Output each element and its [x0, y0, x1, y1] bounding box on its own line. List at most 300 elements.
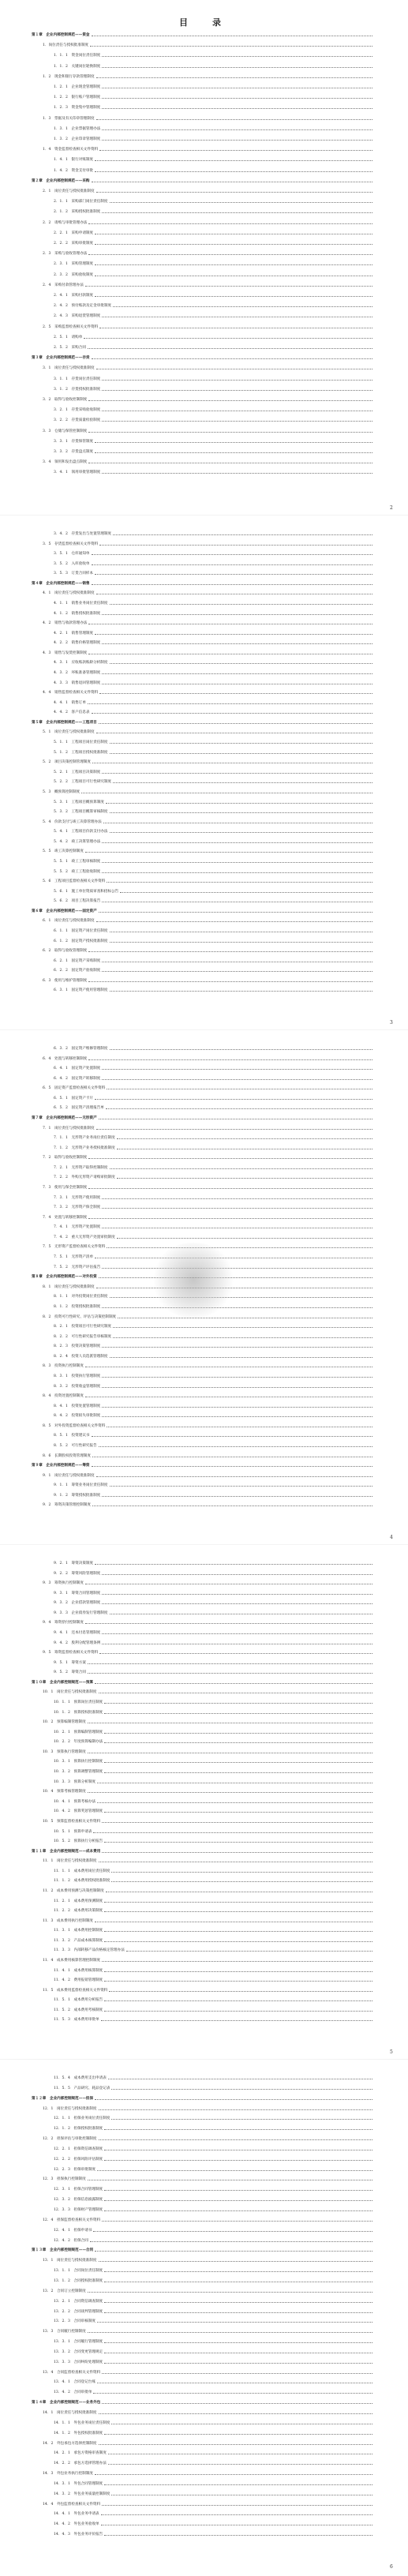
- toc-entry-text: 8．1．2 投资授权批准制度: [54, 1304, 101, 1309]
- toc-entry-text: 2．4 采购付款管理办法: [43, 283, 84, 287]
- toc-dot-leader: [104, 1941, 372, 1942]
- toc-dot-leader: [104, 2271, 372, 2272]
- toc-subsection-entry[interactable]: [54, 1067, 374, 1071]
- toc-subsection-entry[interactable]: [54, 200, 374, 204]
- toc-section-entry[interactable]: [43, 849, 374, 853]
- toc-section-entry[interactable]: [43, 760, 374, 764]
- toc-section-entry[interactable]: [43, 1315, 374, 1319]
- toc-subsection-entry[interactable]: [54, 2462, 374, 2465]
- toc-dot-leader: [95, 1564, 372, 1565]
- toc-subsection-entry[interactable]: [54, 1434, 374, 1438]
- toc-dot-leader: [102, 1603, 372, 1604]
- toc-entry-text: 3．1 岗位责任与授权批准制度: [43, 366, 95, 371]
- toc-subsection-entry[interactable]: [54, 969, 374, 973]
- toc-subsection-entry[interactable]: [54, 1385, 374, 1389]
- toc-subsection-entry[interactable]: [54, 2300, 374, 2304]
- toc-subsection-entry[interactable]: [54, 1929, 374, 1933]
- toc-dot-leader: [102, 2373, 372, 2374]
- toc-subsection-entry[interactable]: [54, 2087, 374, 2090]
- toc-subsection-entry[interactable]: [54, 1631, 374, 1635]
- toc-subsection-entry[interactable]: [54, 870, 374, 874]
- toc-dot-leader: [95, 171, 372, 172]
- toc-dot-leader: [104, 2200, 372, 2201]
- toc-subsection-entry[interactable]: [54, 612, 374, 616]
- toc-subsection-entry[interactable]: [54, 2269, 374, 2273]
- toc-subsection-entry[interactable]: [54, 1325, 374, 1329]
- toc-subsection-entry[interactable]: [54, 1355, 374, 1359]
- toc-section-entry[interactable]: [43, 1790, 374, 1794]
- toc-subsection-entry[interactable]: [54, 1800, 374, 1804]
- toc-subsection-entry[interactable]: [54, 1939, 374, 1943]
- toc-subsection-entry[interactable]: [54, 336, 374, 339]
- toc-subsection-entry[interactable]: [54, 2533, 374, 2537]
- toc-subsection-entry[interactable]: [54, 2127, 374, 2131]
- toc-entry-text: 7．4 处置与转移控制制度: [43, 1215, 88, 1220]
- toc-dot-leader: [104, 1931, 372, 1932]
- toc-subsection-entry[interactable]: [54, 440, 374, 444]
- toc-entry-text: 12．2 担保评估与审批控制制度: [43, 2137, 97, 2142]
- toc-subsection-entry[interactable]: [54, 929, 374, 933]
- toc-subsection-entry[interactable]: [54, 2390, 374, 2394]
- toc-section-entry[interactable]: [43, 1424, 374, 1428]
- toc-subsection-entry[interactable]: [54, 1760, 374, 1764]
- toc-subsection-entry[interactable]: [54, 751, 374, 755]
- toc-section-entry[interactable]: [43, 591, 374, 595]
- toc-entry-text: 第１１章 企业内部控制规范——成本费用: [32, 1849, 101, 1854]
- toc-entry-text: 11．5 成本费用监督检查相关文件资料: [43, 1988, 108, 1993]
- toc-entry-text: 1．2．1 企业现金管理制度: [54, 85, 101, 89]
- toc-section-entry[interactable]: [43, 2442, 374, 2446]
- toc-section-entry[interactable]: [43, 117, 374, 121]
- toc-entry-text: 10．3 预算执行管理制度: [43, 1749, 86, 1754]
- toc-subsection-entry[interactable]: [54, 2229, 374, 2233]
- toc-entry-text: 6．5．1 固定资产卡片: [54, 1096, 94, 1101]
- toc-subsection-entry[interactable]: [54, 54, 374, 58]
- toc-chapter-entry[interactable]: [32, 356, 374, 360]
- toc-section-entry[interactable]: [43, 949, 374, 953]
- toc-section-entry[interactable]: [43, 2411, 374, 2415]
- toc-chapter-entry[interactable]: [32, 33, 374, 37]
- toc-subsection-entry[interactable]: [54, 641, 374, 645]
- toc-entry-text: 9．4．1 还本付息管理制度: [54, 1631, 101, 1636]
- toc-section-entry[interactable]: [43, 1959, 374, 1963]
- toc-subsection-entry[interactable]: [54, 1809, 374, 1813]
- toc-subsection-entry[interactable]: [54, 1998, 374, 2002]
- toc-subsection-entry[interactable]: [54, 1196, 374, 1200]
- toc-section-entry[interactable]: [43, 1720, 374, 1724]
- toc-entry-text: 7．4．1 无形资产处置制度: [54, 1225, 101, 1230]
- toc-dot-leader: [88, 432, 372, 433]
- toc-entry-text: 3．1．1 存货岗位责任制度: [54, 377, 101, 381]
- toc-entry-text: 13．4．1 合同登记台账: [54, 2380, 96, 2385]
- toc-entry-text: 11．5．2 成本费用考核制度: [54, 2008, 103, 2012]
- toc-subsection-entry[interactable]: [54, 1969, 374, 1973]
- toc-section-entry[interactable]: [43, 1503, 374, 1507]
- toc-subsection-entry[interactable]: [54, 2239, 374, 2243]
- toc-section-entry[interactable]: [43, 1919, 374, 1923]
- toc-subsection-entry[interactable]: [54, 1404, 374, 1408]
- toc-section-entry[interactable]: [43, 879, 374, 883]
- toc-dot-leader: [102, 614, 372, 615]
- toc-subsection-entry[interactable]: [54, 2492, 374, 2496]
- toc-section-entry[interactable]: [43, 43, 374, 47]
- toc-entry-text: 11．5．1 成本费用分析报告: [54, 1998, 103, 2003]
- toc-subsection-entry[interactable]: [54, 552, 374, 556]
- toc-subsection-entry[interactable]: [54, 1730, 374, 1734]
- toc-section-entry[interactable]: [43, 2503, 374, 2507]
- toc-section-entry[interactable]: [43, 148, 374, 152]
- toc-section-entry[interactable]: [43, 979, 374, 983]
- toc-entry-text: 14．3．1 外包合同管理制度: [54, 2481, 103, 2486]
- toc-subsection-entry[interactable]: [54, 890, 374, 894]
- toc-subsection-entry[interactable]: [54, 1097, 374, 1101]
- toc-section-entry[interactable]: [43, 2289, 374, 2293]
- toc-subsection-entry[interactable]: [54, 127, 374, 131]
- toc-section-entry[interactable]: [43, 1364, 374, 1368]
- toc-entry-text: 6．1．1 固定资产岗位责任制度: [54, 928, 108, 933]
- toc-section-entry[interactable]: [43, 1474, 374, 1478]
- toc-entry-text: 2．5．2 采购合同: [54, 346, 86, 350]
- toc-subsection-entry[interactable]: [54, 158, 374, 162]
- toc-dot-leader: [126, 1951, 372, 1952]
- toc-subsection-entry[interactable]: [54, 711, 374, 714]
- toc-section-entry[interactable]: [43, 2218, 374, 2222]
- toc-dot-leader: [102, 1387, 372, 1388]
- toc-entry-text: 3．5．1 仓库通知单: [54, 552, 90, 557]
- toc-dot-leader: [88, 2292, 372, 2293]
- toc-subsection-entry[interactable]: [54, 2076, 374, 2080]
- toc-subsection-entry[interactable]: [54, 1414, 374, 1418]
- toc-section-entry[interactable]: [43, 1621, 374, 1625]
- toc-dot-leader: [88, 1059, 372, 1060]
- toc-section-entry[interactable]: [43, 621, 374, 625]
- toc-section-entry[interactable]: [43, 366, 374, 370]
- toc-subsection-entry[interactable]: [54, 2117, 374, 2120]
- toc-subsection-entry[interactable]: [54, 304, 374, 308]
- toc-entry-text: 9．5 筹资监督检查相关文件资料: [43, 1651, 99, 1655]
- toc-subsection-entry[interactable]: [54, 2340, 374, 2344]
- toc-subsection-entry[interactable]: [54, 1047, 374, 1051]
- toc-subsection-entry[interactable]: [54, 471, 374, 474]
- toc-subsection-entry[interactable]: [54, 2350, 374, 2354]
- toc-section-entry[interactable]: [43, 283, 374, 287]
- toc-section-entry[interactable]: [43, 2177, 374, 2181]
- toc-subsection-entry[interactable]: [54, 418, 374, 422]
- toc-dot-leader: [110, 942, 373, 943]
- toc-dot-leader: [99, 150, 372, 151]
- toc-chapter-entry[interactable]: [32, 2248, 374, 2252]
- toc-entry-text: 6．1 岗位责任与授权批准制度: [43, 919, 95, 924]
- toc-section-entry[interactable]: [43, 1859, 374, 1863]
- toc-subsection-entry[interactable]: [54, 1136, 374, 1140]
- toc-section-entry[interactable]: [43, 1057, 374, 1061]
- toc-subsection-entry[interactable]: [54, 388, 374, 392]
- toc-subsection-entry[interactable]: [54, 899, 374, 903]
- toc-subsection-entry[interactable]: [54, 1661, 374, 1665]
- toc-section-entry[interactable]: [43, 1989, 374, 1993]
- toc-subsection-entry[interactable]: [54, 1444, 374, 1448]
- toc-section-entry[interactable]: [43, 1127, 374, 1131]
- toc-section-entry[interactable]: [43, 1186, 374, 1190]
- toc-section-entry[interactable]: [43, 75, 374, 79]
- toc-subsection-entry[interactable]: [54, 2360, 374, 2364]
- toc-subsection-entry[interactable]: [54, 210, 374, 214]
- toc-subsection-entry[interactable]: [54, 408, 374, 412]
- toc-section-entry[interactable]: [43, 325, 374, 329]
- toc-subsection-entry[interactable]: [54, 1899, 374, 1903]
- toc-chapter-entry[interactable]: [32, 582, 374, 586]
- toc-subsection-entry[interactable]: [54, 1166, 374, 1170]
- toc-entry-text: 6．3．1 固定资产使用管理制度: [54, 988, 108, 993]
- toc-subsection-entry[interactable]: [54, 830, 374, 834]
- toc-subsection-entry[interactable]: [54, 988, 374, 992]
- toc-entry-text: 2．5 采购监督检查相关文件资料: [43, 324, 99, 329]
- toc-subsection-entry[interactable]: [54, 106, 374, 110]
- toc-subsection-entry[interactable]: [54, 780, 374, 784]
- toc-chapter-entry[interactable]: [32, 179, 374, 183]
- toc-subsection-entry[interactable]: [54, 1077, 374, 1081]
- toc-dot-leader: [117, 1178, 372, 1179]
- toc-subsection-entry[interactable]: [54, 959, 374, 963]
- toc-subsection-entry[interactable]: [54, 2421, 374, 2425]
- toc-section-entry[interactable]: [43, 1820, 374, 1824]
- toc-entry-text: 5．1．1 工程项目岗位责任制度: [54, 741, 108, 745]
- toc-section-entry[interactable]: [43, 691, 374, 695]
- toc-section-entry[interactable]: [43, 1156, 374, 1160]
- toc-section-entry[interactable]: [43, 398, 374, 402]
- toc-section-entry[interactable]: [43, 820, 374, 824]
- toc-subsection-entry[interactable]: [54, 801, 374, 804]
- toc-section-entry[interactable]: [43, 1889, 374, 1893]
- toc-subsection-entry[interactable]: [54, 1879, 374, 1883]
- toc-section-entry[interactable]: [43, 2107, 374, 2111]
- toc-section-entry[interactable]: [43, 1454, 374, 1458]
- toc-subsection-entry[interactable]: [54, 1592, 374, 1595]
- toc-section-entry[interactable]: [43, 1086, 374, 1090]
- toc-subsection-entry[interactable]: [54, 65, 374, 69]
- toc-subsection-entry[interactable]: [54, 2310, 374, 2314]
- toc-section-entry[interactable]: [43, 189, 374, 193]
- toc-subsection-entry[interactable]: [54, 2279, 374, 2283]
- toc-subsection-entry[interactable]: [54, 2147, 374, 2151]
- toc-subsection-entry[interactable]: [54, 1740, 374, 1744]
- toc-section-entry[interactable]: [43, 2259, 374, 2263]
- toc-subsection-entry[interactable]: [54, 1948, 374, 1952]
- toc-subsection-entry[interactable]: [54, 137, 374, 141]
- toc-subsection-entry[interactable]: [54, 2198, 374, 2202]
- toc-subsection-entry[interactable]: [54, 450, 374, 454]
- toc-entry-text: 1．4．1 银行对账制度: [54, 158, 94, 163]
- toc-dot-leader: [88, 400, 372, 401]
- toc-subsection-entry[interactable]: [54, 632, 374, 636]
- toc-subsection-entry[interactable]: [54, 2018, 374, 2022]
- toc-section-entry[interactable]: [43, 460, 374, 464]
- toc-section-entry[interactable]: [43, 1750, 374, 1754]
- toc-dot-leader: [102, 1496, 372, 1497]
- toc-section-entry[interactable]: [43, 2472, 374, 2476]
- toc-chapter-entry[interactable]: [32, 1681, 374, 1685]
- toc-subsection-entry[interactable]: [54, 1641, 374, 1645]
- toc-subsection-entry[interactable]: [54, 771, 374, 774]
- toc-chapter-entry[interactable]: [32, 721, 374, 725]
- toc-entry-text: 4．3．1 应收账款账龄分析制度: [54, 661, 108, 666]
- toc-chapter-entry[interactable]: [32, 2401, 374, 2405]
- toc-subsection-entry[interactable]: [54, 85, 374, 89]
- toc-chapter-entry[interactable]: [32, 1850, 374, 1854]
- toc-chapter-entry[interactable]: [32, 2097, 374, 2101]
- toc-section-entry[interactable]: [43, 1581, 374, 1585]
- toc-subsection-entry[interactable]: [54, 2319, 374, 2323]
- toc-subsection-entry[interactable]: [54, 1711, 374, 1715]
- toc-subsection-entry[interactable]: [54, 701, 374, 705]
- toc-subsection-entry[interactable]: [54, 1909, 374, 1913]
- toc-subsection-entry[interactable]: [54, 1670, 374, 1674]
- toc-entry-text: 11．5．3 成本费用审批单: [54, 2018, 99, 2023]
- toc-chapter-entry[interactable]: [32, 1116, 374, 1120]
- toc-dot-leader: [102, 971, 372, 972]
- toc-section-entry[interactable]: [43, 919, 374, 923]
- toc-subsection-entry[interactable]: [54, 1206, 374, 1209]
- toc-section-entry[interactable]: [43, 1394, 374, 1398]
- toc-subsection-entry[interactable]: [54, 273, 374, 277]
- toc-subsection-entry[interactable]: [54, 860, 374, 864]
- toc-subsection-entry[interactable]: [54, 661, 374, 665]
- toc-section-entry[interactable]: [43, 1216, 374, 1220]
- toc-subsection-entry[interactable]: [54, 169, 374, 173]
- toc-entry-text: 12．4．1 担保申请书: [54, 2228, 92, 2233]
- toc-dot-leader: [102, 473, 372, 474]
- toc-entry-text: 5．2 项目决策控制管理制度: [43, 760, 91, 765]
- toc-entry-text: 14．2 外包承包方选择控制制度: [43, 2441, 97, 2446]
- toc-subsection-entry[interactable]: [54, 1572, 374, 1576]
- toc-chapter-entry[interactable]: [32, 909, 374, 913]
- toc-entry-text: 7．3．1 无形资产使用制度: [54, 1195, 101, 1200]
- toc-section-entry[interactable]: [43, 730, 374, 734]
- toc-subsection-entry[interactable]: [54, 1780, 374, 1784]
- toc-subsection-entry[interactable]: [54, 96, 374, 99]
- toc-subsection-entry[interactable]: [54, 2188, 374, 2192]
- toc-subsection-entry[interactable]: [54, 562, 374, 566]
- toc-subsection-entry[interactable]: [54, 840, 374, 844]
- toc-dot-leader: [95, 2251, 372, 2252]
- toc-subsection-entry[interactable]: [54, 939, 374, 943]
- toc-subsection-entry[interactable]: [54, 1869, 374, 1873]
- toc-subsection-entry[interactable]: [54, 1494, 374, 1498]
- toc-section-entry[interactable]: [43, 2330, 374, 2334]
- toc-subsection-entry[interactable]: [54, 2158, 374, 2162]
- toc-subsection-entry[interactable]: [54, 810, 374, 814]
- toc-entry-text: 5．5．2 竣工工程验收制度: [54, 869, 101, 874]
- toc-subsection-entry[interactable]: [54, 294, 374, 298]
- toc-section-entry[interactable]: [43, 2371, 374, 2375]
- toc-dot-leader: [113, 534, 372, 535]
- toc-entry-text: 12．3．1 担保合同管理制度: [54, 2188, 103, 2192]
- toc-entry-text: 13．1．1 合同岗位责任制度: [54, 2269, 103, 2274]
- toc-subsection-entry[interactable]: [54, 1225, 374, 1229]
- toc-subsection-entry[interactable]: [54, 262, 374, 266]
- toc-entry-text: 8．4 投资处置控制制度: [43, 1394, 84, 1399]
- toc-entry-text: 2．5．1 请购单: [54, 335, 83, 339]
- toc-subsection-entry[interactable]: [54, 741, 374, 744]
- toc-section-entry[interactable]: [43, 221, 374, 225]
- toc-entry-text: 10．1．2 预算授权批准制度: [54, 1710, 103, 1715]
- toc-dot-leader: [95, 296, 372, 297]
- toc-dot-leader: [92, 1436, 372, 1437]
- toc-dot-leader: [85, 1623, 372, 1624]
- toc-subsection-entry[interactable]: [54, 2168, 374, 2172]
- toc-subsection-entry[interactable]: [54, 1770, 374, 1774]
- toc-section-entry[interactable]: [43, 2137, 374, 2141]
- toc-entry-text: 11．3．2 产品成本核算制度: [54, 1938, 103, 1943]
- toc-subsection-entry[interactable]: [54, 532, 374, 536]
- toc-subsection-entry[interactable]: [54, 231, 374, 235]
- toc-subsection-entry[interactable]: [54, 2512, 374, 2516]
- toc-dot-leader: [106, 1108, 372, 1109]
- toc-subsection-entry[interactable]: [54, 2380, 374, 2384]
- toc-dot-leader: [96, 77, 372, 78]
- toc-subsection-entry[interactable]: [54, 671, 374, 675]
- toc-subsection-entry[interactable]: [54, 2008, 374, 2012]
- toc-dot-leader: [90, 46, 372, 47]
- toc-subsection-entry[interactable]: [54, 1839, 374, 1843]
- toc-subsection-entry[interactable]: [54, 1176, 374, 1179]
- toc-subsection-entry[interactable]: [54, 1611, 374, 1615]
- toc-dot-leader: [102, 1069, 372, 1070]
- toc-subsection-entry[interactable]: [54, 1106, 374, 1110]
- toc-entry-text: 1．1．1 资金岗位责任制度: [54, 54, 101, 58]
- toc-section-entry[interactable]: [43, 790, 374, 794]
- toc-subsection-entry[interactable]: [54, 1601, 374, 1605]
- toc-subsection-entry[interactable]: [54, 2522, 374, 2526]
- toc-subsection-entry[interactable]: [54, 1374, 374, 1378]
- toc-subsection-entry[interactable]: [54, 2482, 374, 2486]
- toc-dot-leader: [97, 2170, 372, 2171]
- toc-dot-leader: [110, 753, 373, 754]
- toc-subsection-entry[interactable]: [54, 1236, 374, 1239]
- toc-subsection-entry[interactable]: [54, 2451, 374, 2455]
- toc-subsection-entry[interactable]: [54, 681, 374, 685]
- toc-subsection-entry[interactable]: [54, 314, 374, 318]
- toc-subsection-entry[interactable]: [54, 1562, 374, 1565]
- toc-section-entry[interactable]: [43, 542, 374, 546]
- toc-subsection-entry[interactable]: [54, 377, 374, 381]
- toc-subsection-entry[interactable]: [54, 2432, 374, 2435]
- toc-subsection-entry[interactable]: [54, 242, 374, 246]
- toc-section-entry[interactable]: [43, 651, 374, 655]
- toc-section-entry[interactable]: [43, 1651, 374, 1655]
- toc-subsection-entry[interactable]: [54, 346, 374, 350]
- toc-subsection-entry[interactable]: [54, 1830, 374, 1834]
- toc-dot-leader: [93, 2393, 372, 2394]
- toc-section-entry[interactable]: [43, 1690, 374, 1694]
- toc-dot-leader: [88, 1218, 372, 1219]
- toc-subsection-entry[interactable]: [54, 2208, 374, 2212]
- toc-subsection-entry[interactable]: [54, 602, 374, 606]
- toc-chapter-entry[interactable]: [32, 1464, 374, 1468]
- toc-subsection-entry[interactable]: [54, 1978, 374, 1982]
- toc-dot-leader: [104, 1762, 372, 1763]
- toc-section-entry[interactable]: [43, 252, 374, 256]
- toc-subsection-entry[interactable]: [54, 1335, 374, 1339]
- toc-subsection-entry[interactable]: [54, 1483, 374, 1487]
- toc-subsection-entry[interactable]: [54, 1700, 374, 1704]
- toc-subsection-entry[interactable]: [54, 1146, 374, 1150]
- toc-subsection-entry[interactable]: [54, 572, 374, 576]
- toc-dot-leader: [104, 1812, 372, 1813]
- toc-subsection-entry[interactable]: [54, 1344, 374, 1348]
- toc-section-entry[interactable]: [43, 429, 374, 433]
- toc-entry-text: 4．2．2 销售价格管理制度: [54, 641, 101, 646]
